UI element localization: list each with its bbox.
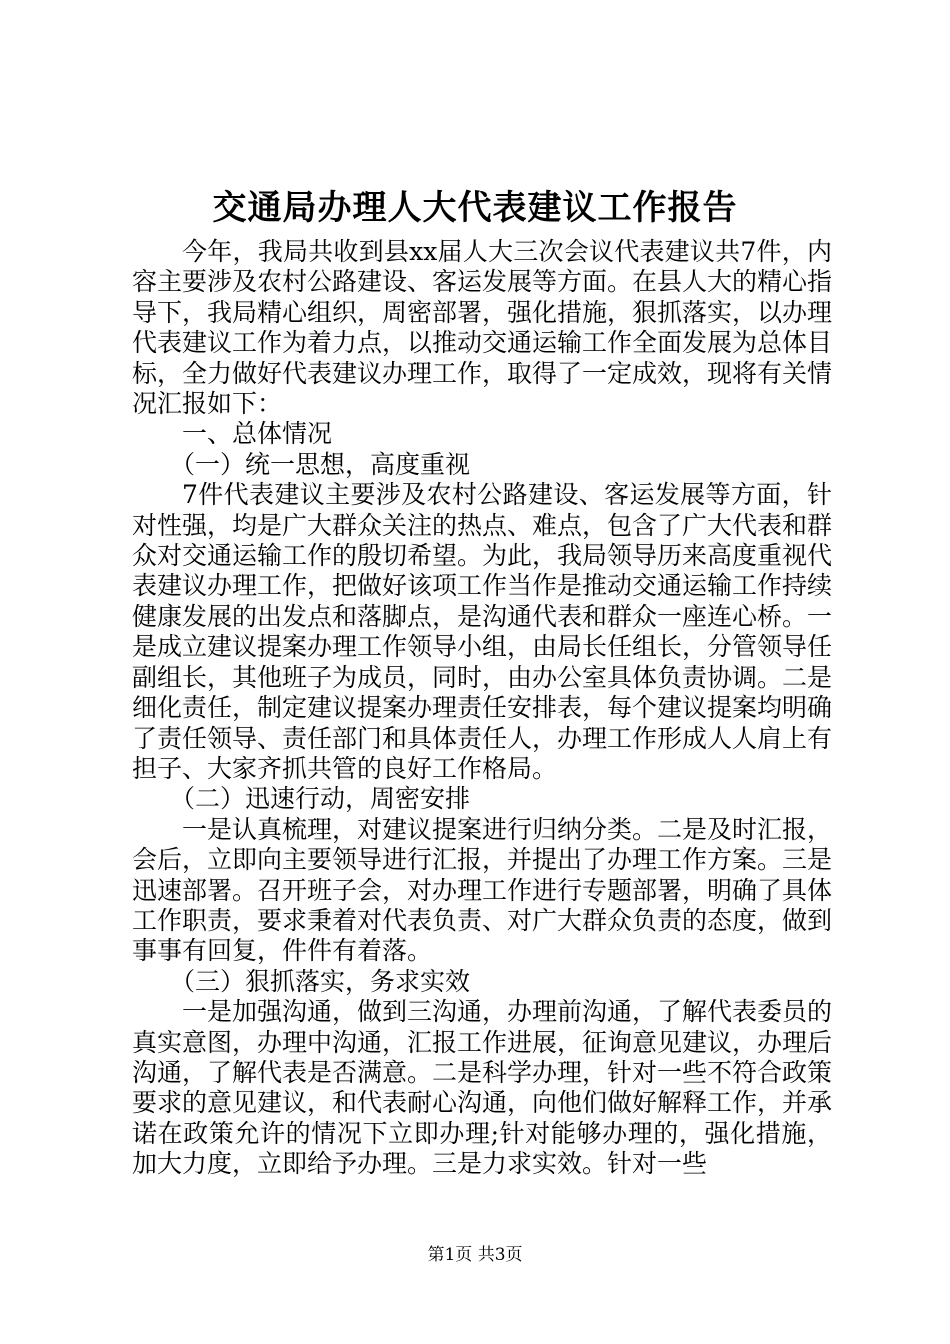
subsection-paragraph-1: 7件代表建议主要涉及农村公路建设、客运发展等方面，针对性强，均是广大群众关注的热点、难点，包含了广大代表和群众对交通运输工作的殷切希望。为此，我局领导历来高度重视代表建议办理工作，把做好该项工作当作是推动交通运输工作持续健康发展的出发点和落脚点，是沟通代表和群众一座连心桥。一是成立建议提案办理工作领导小组，由局长任组长，分管领导任副组长，其他班子为成员，同时，由办公室具体负责协调。二是细化责任，制定建议提案办理责任安排表，每个建议提案均明确了责任领导、责任部门和具体责任人，办理工作形成人人肩上有担子、大家齐抓共管的良好工作格局。 [132, 480, 833, 783]
subsection-heading-3: （三）狠抓落实，务求实效 [170, 966, 471, 996]
section-heading-overall: 一、总体情况 [182, 419, 333, 449]
subsection-heading-1: （一）统一思想，高度重视 [170, 449, 471, 479]
subsection-paragraph-3: 一是加强沟通，做到三沟通，办理前沟通，了解代表委员的真实意图，办理中沟通，汇报工作进展，征询意见建议，办理后沟通，了解代表是否满意。二是科学办理，针对一些不符合政策要求的意见建议，和代表耐心沟通，向他们做好解释工作，并承诺在政策允许的情况下立即办理;针对能够办理的，强化措施，加大力度，立即给予办理。三是力求实效。针对一些 [132, 997, 833, 1179]
subsection-paragraph-2: 一是认真梳理，对建议提案进行归纳分类。二是及时汇报，会后，立即向主要领导进行汇报，并提出了办理工作方案。三是迅速部署。召开班子会，对办理工作进行专题部署，明确了具体工作职责，要求秉着对代表负责、对广大群众负责的态度，做到事事有回复，件件有着落。 [132, 814, 833, 966]
document-body [132, 237, 832, 1180]
subsection-heading-2: （二）迅速行动，周密安排 [170, 784, 471, 814]
document-title: 交通局办理人大代表建议工作报告 [212, 188, 738, 228]
page-footer: 第1页 共3页 [427, 1245, 523, 1265]
intro-paragraph: 今年，我局共收到县xx届人大三次会议代表建议共7件，内容主要涉及农村公路建设、客运发展等方面。在县人大的精心指导下，我局精心组织，周密部署，强化措施，狠抓落实，以办理代表建议工作为着力点，以推动交通运输工作全面发展为总体目标，全力做好代表建议办理工作，取得了一定成效，现将有关情况汇报如下： [132, 237, 833, 419]
